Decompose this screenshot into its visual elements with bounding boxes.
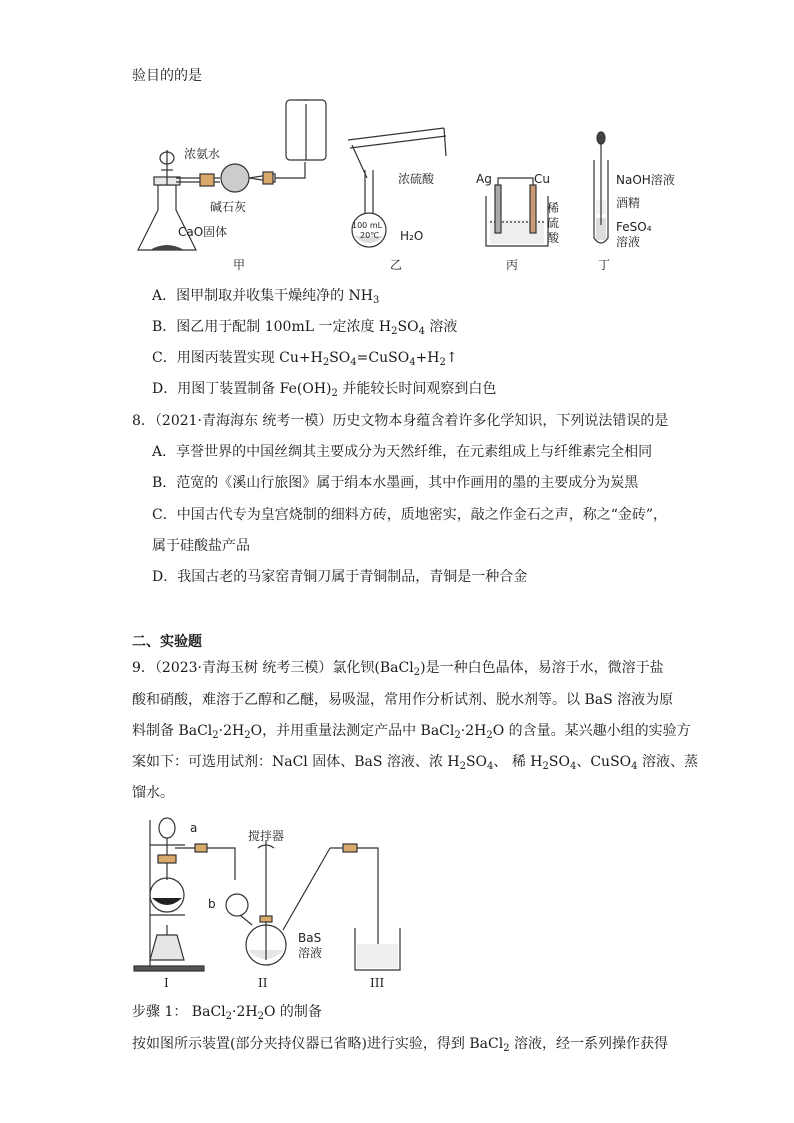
label-alcohol: 酒精 xyxy=(616,196,641,210)
label-a: a xyxy=(190,821,198,835)
intro-text: 验目的的是 xyxy=(132,68,202,84)
label-bas: BaS xyxy=(298,931,322,945)
label-cao: CaO固体 xyxy=(178,225,228,239)
section-heading: 二、实验题 xyxy=(132,634,202,650)
label-bas-solution: 溶液 xyxy=(298,946,323,960)
step1-body: 按如图所示装置(部分夹持仪器已省略)进行实验，得到 BaCl$_2$ 溶液，经一系列操作获得 xyxy=(132,1036,669,1054)
q8-option-a: A．享誉世界的中国丝绸其主要成分为天然纤维，在元素组成上与纤维素完全相同 xyxy=(152,444,653,460)
label-conc-h2so4: 浓硫酸 xyxy=(398,172,435,186)
q7-option-d: D．用图丁装置制备 $Fe(OH)_2$ 并能较长时间观察到白色 xyxy=(152,381,497,399)
q8-option-b: B．范宽的《溪山行旅图》属于绢本水墨画，其中作画用的墨的主要成分为炭黑 xyxy=(152,475,639,491)
q9-line-3: 料制备 $BaCl_2\cdot 2H_2O$，并用重量法测定产品中 $BaCl_2\cdot 2H_2O$ 的含量。某兴趣小组的实验方 xyxy=(132,723,691,741)
apparatus-bing xyxy=(486,178,548,246)
q8-option-c: C．中国古代专为皇宫烧制的细料方砖，质地密实，敲之作金石之声，称之“金砖”， xyxy=(152,507,668,523)
caption-ding: 丁 xyxy=(598,258,611,272)
apparatus-ding xyxy=(594,132,608,243)
q8-option-c-cont: 属于硅酸盐产品 xyxy=(152,538,250,554)
label-flask-volume: 100 mL xyxy=(352,221,383,230)
label-h2o: H₂O xyxy=(400,229,424,243)
label-feso4: FeSO₄ xyxy=(616,220,652,234)
q9-line-4: 案如下：可选用试剂：NaCl 固体、BaS 溶液、浓 $H_2SO_4$、 稀 $H_2SO_4$、CuSO$_4$ 溶液、蒸 xyxy=(132,754,698,772)
q9-line-2: 酸和硝酸，难溶于乙醇和乙醚，易吸湿，常用作分析试剂、脱水剂等。以 BaS 溶液为原 xyxy=(132,692,674,708)
caption-jia: 甲 xyxy=(233,258,246,272)
label-dilute-3: 酸 xyxy=(547,231,560,245)
label-cu: Cu xyxy=(534,172,550,186)
caption-yi: 乙 xyxy=(390,258,403,272)
q7-option-a: A．图甲制取并收集干燥纯净的 $NH_3$ xyxy=(152,288,380,306)
q9-line-1: 9．（2023·青海玉树 统考三模）氯化钡(BaCl$_2$)是一种白色晶体，易溶于水，微溶于盐 xyxy=(132,660,664,678)
label-roman-1: I xyxy=(164,976,169,990)
label-roman-3: III xyxy=(370,976,385,990)
label-flask-temp: 20℃ xyxy=(360,231,380,240)
label-naoh: NaOH溶液 xyxy=(616,173,675,187)
q8-option-d: D．我国古老的马家窑青铜刀属于青铜制品，青铜是一种合金 xyxy=(152,569,528,585)
q9-line-5: 馏水。 xyxy=(132,785,174,801)
step1-heading: 步骤 1： $BaCl_2\cdot 2H_2O$ 的制备 xyxy=(132,1004,322,1022)
label-roman-2: II xyxy=(258,976,268,990)
label-nh3-water: 浓氨水 xyxy=(184,147,221,161)
label-ag: Ag xyxy=(476,172,492,186)
label-feso4-solution: 溶液 xyxy=(616,235,641,249)
caption-bing: 丙 xyxy=(506,258,519,272)
label-dilute-2: 硫 xyxy=(547,216,560,230)
apparatus-jia xyxy=(138,100,326,250)
label-b: b xyxy=(208,897,216,911)
q7-option-c: C．用图丙装置实现 $Cu+H_2SO_4=CuSO_4+H_2↑$ xyxy=(152,350,458,368)
q7-option-b: B．图乙用于配制 100mL 一定浓度 $H_2SO_4$ 溶液 xyxy=(152,319,458,337)
label-stirrer: 搅拌器 xyxy=(248,829,285,843)
label-dilute-1: 稀 xyxy=(547,201,560,215)
label-soda-lime: 碱石灰 xyxy=(210,200,247,214)
q8-stem: 8．（2021·青海海东 统考一模）历史文物本身蕴含着许多化学知识，下列说法错误的是 xyxy=(132,413,669,429)
